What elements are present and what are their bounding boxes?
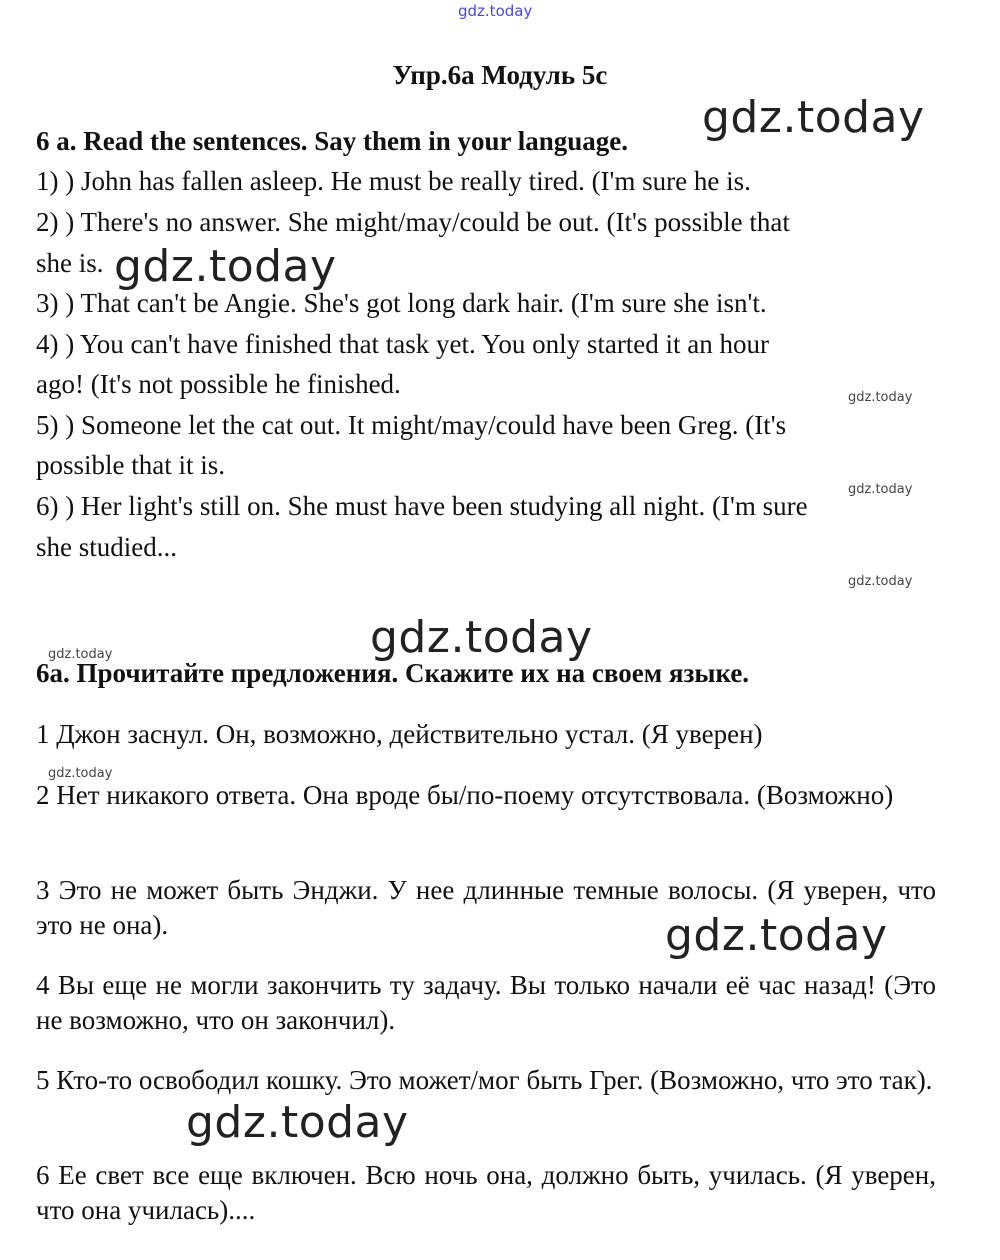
ru-item: 2 Нет никакого ответа. Она вроде бы/по-поему отсутствовала. (Возможно) — [36, 780, 894, 810]
en-line: ago! (It's not possible he finished. — [36, 369, 401, 399]
watermark-top: gdz.today — [458, 2, 533, 20]
watermark-small-3: gdz.today — [848, 574, 913, 589]
en-heading: 6 a. Read the sentences. Say them in your language. — [36, 126, 629, 156]
watermark-small-2: gdz.today — [848, 482, 913, 497]
watermark-large-5: gdz.today — [186, 1097, 409, 1148]
watermark-large-3: gdz.today — [370, 612, 593, 663]
watermark-small-5: gdz.today — [48, 766, 113, 781]
watermark-large-2: gdz.today — [114, 241, 337, 292]
en-line: possible that it is. — [36, 450, 225, 480]
en-line: 1) ) John has fallen asleep. He must be really tired. (I'm sure he is. — [36, 166, 751, 196]
watermark-large-1: gdz.today — [702, 92, 925, 143]
en-line: she studied... — [36, 532, 177, 562]
page-title: Упр.6а Модуль 5с — [392, 60, 608, 90]
ru-item: 6 Ее свет все еще включен. Всю ночь она, должно быть, училась. (Я уверен, что она училась).... — [36, 1160, 936, 1225]
en-line: 6) ) Her light's still on. She must have been studying all night. (I'm sure — [36, 491, 808, 521]
watermark-large-4: gdz.today — [665, 910, 888, 961]
ru-item: 5 Кто-то освободил кошку. Это может/мог быть Грег. (Возможно, что это так). — [36, 1065, 933, 1095]
ru-heading: 6a. Прочитайте предложения. Скажите их на своем языке. — [36, 658, 750, 688]
en-line: she is. — [36, 248, 104, 278]
watermark-small-4: gdz.today — [48, 647, 113, 662]
ru-item: 3 Это не может быть Энджи. У нее длинные темные волосы. (Я уверен, что это не она). — [36, 875, 936, 940]
en-line: 3) ) That can't be Angie. She's got long dark hair. (I'm sure she isn't. — [36, 288, 767, 318]
ru-item: 4 Вы еще не могли закончить ту задачу. Вы только начали её час назад! (Это не возможно, что он закончил). — [36, 970, 936, 1035]
ru-item: 1 Джон заснул. Он, возможно, действительно устал. (Я уверен) — [36, 719, 763, 749]
watermark-small-1: gdz.today — [848, 390, 913, 405]
en-line: 5) ) Someone let the cat out. It might/may/could have been Greg. (It's — [36, 410, 787, 440]
en-line: 2) ) There's no answer. She might/may/could be out. (It's possible that — [36, 207, 790, 237]
en-line: 4) ) You can't have finished that task yet. You only started it an hour — [36, 329, 770, 359]
